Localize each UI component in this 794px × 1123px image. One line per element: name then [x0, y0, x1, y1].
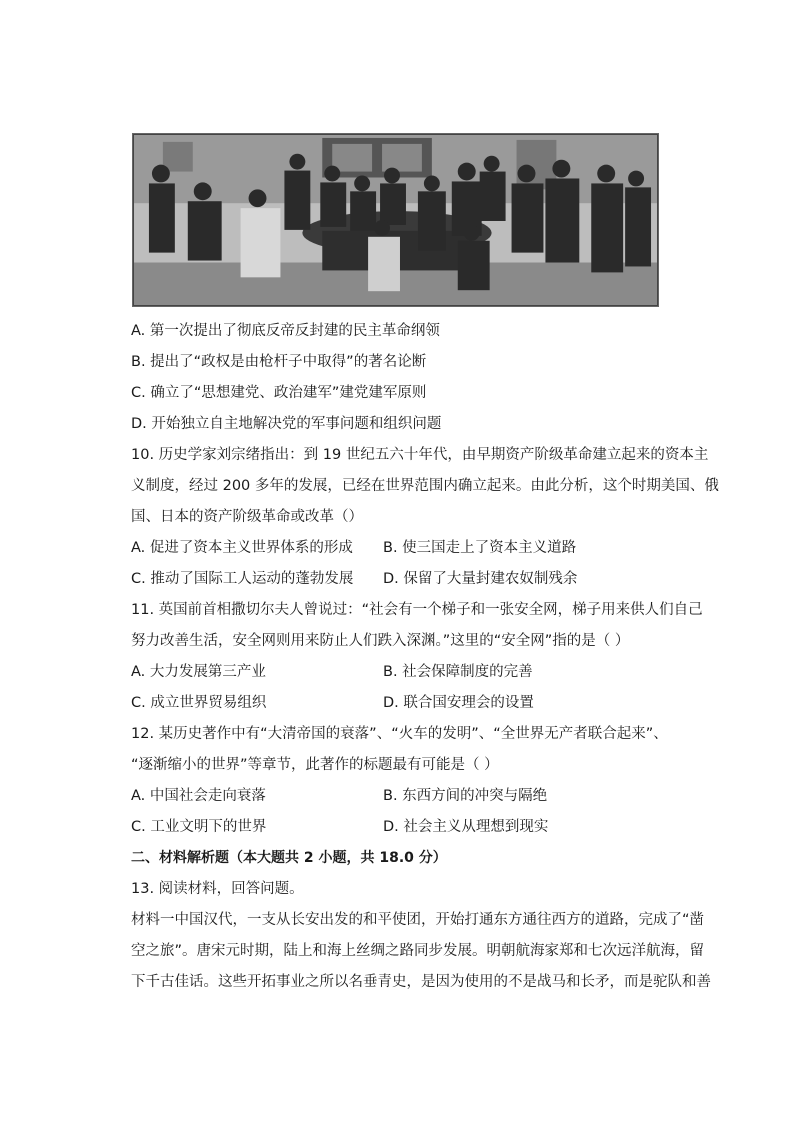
- q10-options-row-1: [131, 533, 691, 564]
- question-content: [131, 316, 719, 998]
- q10-option-c: C. 推动了国际工人运动的蓬勃发展: [131, 571, 354, 587]
- q12-option-c: C. 工业文明下的世界: [131, 819, 267, 835]
- q12-options-row-1: [131, 781, 691, 812]
- q9-option-c: C. 确立了“思想建党、政治建军”建党建军原则: [131, 385, 427, 401]
- q10-options-row-2: [131, 564, 691, 595]
- q11-option-c: C. 成立世界贸易组织: [131, 695, 267, 711]
- historical-meeting-photo: [132, 133, 659, 307]
- q12-text-line-1: 12. 某历史著作中有“大清帝国的衰落”、“火车的发明”、“全世界无产者联合起来”、: [131, 726, 668, 742]
- q10-text-line-3: 国、日本的资产阶级革命或改革（）: [131, 509, 363, 525]
- q13-material-line-1: 材料一中国汉代，一支从长安出发的和平使团，开始打通东方通往西方的道路，完成了“凿: [131, 912, 705, 928]
- q10-option-b: B. 使三国走上了资本主义道路: [383, 540, 577, 556]
- q11-text-line-2: 努力改善生活，安全网则用来防止人们跌入深渊。”这里的“安全网”指的是（ ）: [131, 633, 630, 649]
- q9-option-a: A. 第一次提出了彻底反帝反封建的民主革命纲领: [131, 323, 440, 339]
- q12-options-row-2: [131, 812, 691, 843]
- q11-options-row-2: [131, 688, 691, 719]
- q10-option-d: D. 保留了大量封建农奴制残余: [383, 571, 578, 587]
- section-heading-material-analysis: 二、材料解析题（本大题共 2 小题，共 18.0 分）: [131, 850, 447, 866]
- q11-text-line-1: 11. 英国前首相撒切尔夫人曾说过：“社会有一个梯子和一张安全网，梯子用来供人们自己: [131, 602, 703, 618]
- q13-title: 13. 阅读材料，回答问题。: [131, 881, 304, 897]
- q12-option-d: D. 社会主义从理想到现实: [383, 819, 549, 835]
- q12-text-line-2: “逐渐缩小的世界”等章节，此著作的标题最有可能是（ ）: [131, 757, 499, 773]
- q11-option-b: B. 社会保障制度的完善: [383, 664, 533, 680]
- q12-option-b: B. 东西方间的冲突与隔绝: [383, 788, 548, 804]
- q10-option-a: A. 促进了资本主义世界体系的形成: [131, 540, 353, 556]
- q11-option-a: A. 大力发展第三产业: [131, 664, 266, 680]
- q13-material-line-2: 空之旅”。唐宋元时期，陆上和海上丝绸之路同步发展。明朝航海家郑和七次远洋航海，留: [131, 943, 705, 959]
- q12-option-a: A. 中国社会走向衰落: [131, 788, 266, 804]
- q13-material-line-3: 下千古佳话。这些开拓事业之所以名垂青史，是因为使用的不是战马和长矛，而是驼队和善: [131, 974, 711, 990]
- q10-text-line-1: 10. 历史学家刘宗绪指出：到 19 世纪五六十年代，由早期资产阶级革命建立起来的资本主: [131, 447, 709, 463]
- q11-option-d: D. 联合国安理会的设置: [383, 695, 534, 711]
- photo-illustration: [133, 134, 658, 306]
- q9-option-d: D. 开始独立自主地解决党的军事问题和组织问题: [131, 416, 442, 432]
- q9-option-b: B. 提出了“政权是由枪杆子中取得”的著名论断: [131, 354, 427, 370]
- q11-options-row-1: [131, 657, 691, 688]
- q10-text-line-2: 义制度，经过 200 多年的发展，已经在世界范围内确立起来。由此分析，这个时期美国、俄: [131, 478, 719, 494]
